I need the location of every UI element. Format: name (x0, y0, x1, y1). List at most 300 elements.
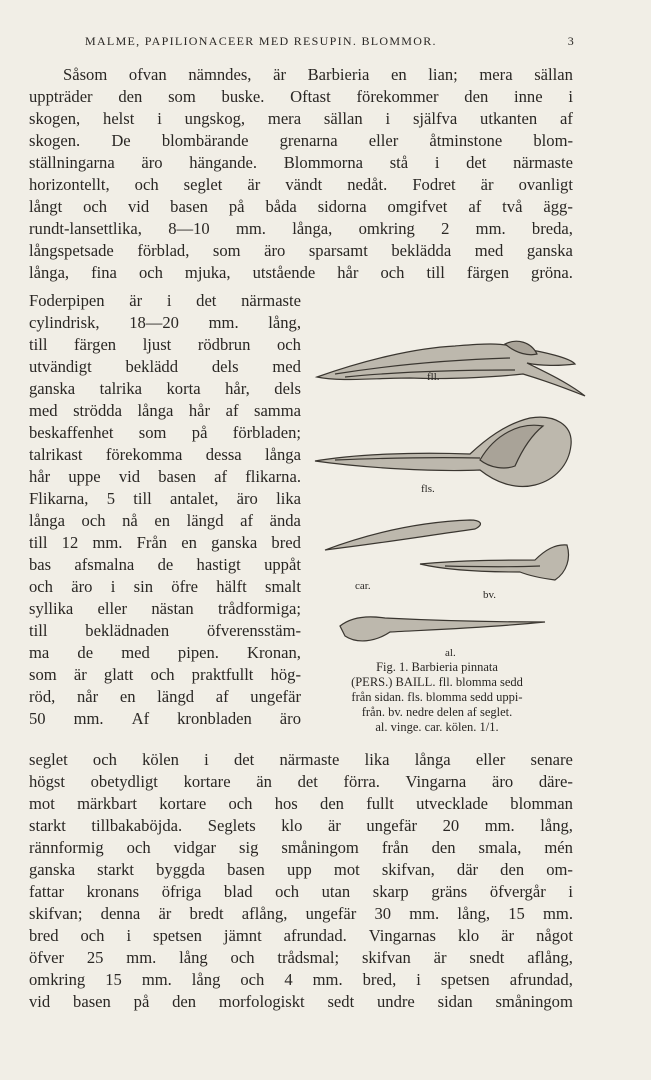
word: mera (479, 65, 513, 84)
word: mén (544, 838, 573, 857)
word: flikarna. (245, 467, 301, 486)
word: seglet (29, 750, 68, 769)
word: långa (29, 511, 65, 530)
word: blombärande (161, 131, 249, 150)
word: eller (368, 131, 399, 150)
word: förekomma (105, 445, 183, 464)
word: fullt (366, 794, 394, 813)
word: byggda (156, 860, 205, 879)
word: dels (211, 357, 239, 376)
word: bas (29, 555, 52, 574)
word: långa (265, 445, 301, 464)
word: 15 (508, 904, 525, 923)
word: den (500, 860, 525, 879)
word: når (76, 687, 99, 706)
word: ända (269, 511, 301, 530)
text-line (29, 837, 573, 859)
word: fina (91, 263, 117, 282)
word: bredt (189, 904, 224, 923)
word: beklädnaden (85, 621, 170, 640)
word: märkbart (77, 794, 137, 813)
word: stå (389, 153, 409, 172)
word: syllika (29, 599, 74, 618)
page-number: 3 (567, 34, 575, 48)
word: som (138, 423, 167, 442)
word: breda, (531, 219, 573, 238)
word: småningom (495, 992, 573, 1011)
word: den (431, 838, 456, 857)
word: ägg- (543, 197, 573, 216)
standard-base (420, 545, 569, 580)
word: Seglets (207, 816, 256, 835)
word: däre- (538, 772, 573, 791)
word: eller (475, 750, 506, 769)
word: röd, (29, 687, 56, 706)
caption-line: från. bv. nedre delen af seglet. (361, 705, 513, 719)
word: åtminstone (429, 131, 503, 150)
word: och (81, 511, 106, 530)
word: skifvan, (381, 860, 435, 879)
word: ungefär (250, 687, 301, 706)
text-line (29, 196, 573, 218)
word: basen (158, 467, 196, 486)
text-line (29, 749, 573, 771)
word: 5 (106, 489, 116, 508)
word: nästan (151, 599, 194, 618)
flower-illustration (305, 330, 595, 660)
word: och (380, 263, 405, 282)
text-line (29, 554, 301, 576)
word: om- (546, 860, 573, 879)
word: af (560, 109, 573, 128)
word: i (204, 750, 209, 769)
word: ofvan (128, 65, 167, 84)
word: tillbakaböjda. (91, 816, 183, 835)
word: sedt (327, 992, 355, 1011)
word: lika (364, 750, 390, 769)
text-line (29, 686, 301, 708)
word: förblad, (137, 241, 190, 260)
word: rundt-lansettlika, (29, 219, 142, 238)
word: och (83, 197, 108, 216)
word: och (80, 926, 105, 945)
word: basen (227, 860, 265, 879)
word: hälft (216, 577, 247, 596)
word: i (434, 153, 440, 172)
word: långa (137, 401, 174, 420)
word: klo (281, 816, 303, 835)
word: och (126, 838, 151, 857)
word: i (568, 882, 573, 901)
text-line (29, 262, 573, 284)
header-title: MALME, PAPILIONACEER MED RESUPIN. BLOMMOR. (85, 34, 437, 48)
word: uppträder (29, 87, 93, 106)
word: den (172, 992, 197, 1011)
word: basen (170, 197, 208, 216)
word: Blommorna (283, 153, 363, 172)
word: horizontellt, (29, 175, 110, 194)
label-car: car. (355, 580, 371, 592)
word: spetsen (153, 926, 202, 945)
word: mm. (484, 816, 515, 835)
word: till (29, 621, 48, 640)
word: mjuka, (184, 263, 231, 282)
word: är (73, 665, 87, 684)
word: trådsmal; (277, 948, 340, 967)
word: båda (265, 197, 297, 216)
word: med (272, 357, 301, 376)
word: Från (136, 533, 168, 552)
word: långa, (29, 263, 70, 282)
word: på (191, 423, 208, 442)
word: Kronan, (247, 643, 301, 662)
word: bred (29, 926, 59, 945)
word: som (212, 241, 241, 260)
word: dels (274, 379, 301, 398)
text-line (29, 444, 301, 466)
word: i (110, 577, 116, 596)
label-fll: fll. (427, 371, 440, 383)
word: uppe (68, 467, 101, 486)
word: nämndes, (188, 65, 252, 84)
text-line (29, 510, 301, 532)
word: förra. (343, 772, 380, 791)
word: helst (103, 109, 135, 128)
word: vidgar (173, 838, 217, 857)
word: samma (253, 401, 301, 420)
word: skogen, (29, 109, 81, 128)
word: talrikast (29, 445, 83, 464)
word: mm. (235, 219, 266, 238)
text-line (29, 881, 573, 903)
word: 4 (284, 970, 293, 989)
text-line (29, 771, 573, 793)
word: färgen (466, 263, 509, 282)
word: ganska (211, 533, 258, 552)
word: utan (321, 882, 351, 901)
word: till (29, 335, 48, 354)
word: ljust (142, 335, 172, 354)
word: pipen. (177, 643, 219, 662)
word: sig (239, 838, 259, 857)
word: vändt (285, 175, 323, 194)
word: i (166, 291, 172, 310)
word: mot (29, 794, 55, 813)
text-line (29, 312, 301, 334)
word: strödda (73, 401, 122, 420)
word: spetsen (440, 970, 490, 989)
text-line (29, 532, 301, 554)
word: nedåt. (347, 175, 388, 194)
word: som (29, 665, 57, 684)
word: af (215, 687, 229, 706)
text-line (29, 466, 301, 488)
word: kölen (142, 750, 179, 769)
word: mm. (409, 904, 440, 923)
word: blom- (533, 131, 573, 150)
word: det (466, 153, 487, 172)
word: med (474, 241, 504, 260)
word: nå (122, 511, 138, 530)
word: Oftast (290, 87, 331, 106)
word: 20 (442, 816, 460, 835)
word: närmaste (513, 153, 573, 172)
word: buske. (221, 87, 265, 106)
word: sin (133, 577, 154, 596)
word: från (381, 838, 409, 857)
word: en (154, 511, 171, 530)
word: antalet, (170, 489, 219, 508)
word: det (297, 772, 318, 791)
word: hår, (225, 379, 250, 398)
word: mm. (141, 970, 172, 989)
word: senare (530, 750, 573, 769)
word: långspetsade (29, 241, 114, 260)
caption-line: (PERS.) BAILL. fll. blomma sedd (351, 675, 523, 689)
word: 30 (374, 904, 392, 923)
label-al: al. (445, 647, 456, 659)
running-header (85, 34, 575, 49)
text-line (29, 152, 573, 174)
word: omkring (358, 219, 415, 238)
flower-side-view (317, 344, 585, 396)
word: skogen. (29, 131, 81, 150)
word: utvecklade (416, 794, 489, 813)
word: är (433, 948, 447, 967)
word: ställningarna (29, 153, 115, 172)
text-line (29, 664, 301, 686)
word: ma (29, 643, 50, 662)
word: uppåt (264, 555, 301, 574)
word: och (275, 882, 300, 901)
word: 25 (86, 948, 104, 967)
text-line (29, 991, 573, 1013)
word: hår (29, 467, 51, 486)
word: obetydligt (90, 772, 158, 791)
word: kronbladen (177, 709, 252, 728)
word: 8—10 (168, 219, 210, 238)
word: långt (29, 197, 63, 216)
word: seglet (183, 175, 223, 194)
word: klo (457, 926, 480, 945)
word: ungskog, (184, 109, 246, 128)
word: än (256, 772, 272, 791)
word: med (29, 401, 58, 420)
word: 2 (441, 219, 450, 238)
text-line (29, 108, 573, 130)
word: äro (264, 241, 286, 260)
word: vid (118, 467, 141, 486)
word: ungefär (366, 816, 418, 835)
word: Barbieria (307, 65, 370, 84)
word: mot (333, 860, 360, 879)
word: smala, (478, 838, 522, 857)
text-line (29, 400, 301, 422)
word: lika (276, 489, 301, 508)
word: mm. (92, 533, 123, 552)
word: och (134, 175, 159, 194)
word: omkring (29, 970, 86, 989)
caption-line: Fig. 1. Barbieria pinnata (376, 660, 498, 674)
word: en (181, 533, 197, 552)
word: starkt (29, 816, 66, 835)
word: de (157, 555, 174, 574)
caption-line: al. vinge. car. kölen. 1/1. (375, 720, 499, 734)
word: af (240, 511, 253, 530)
word: glatt (103, 665, 134, 684)
word: i (416, 970, 421, 989)
word: dessa (205, 445, 242, 464)
text-line (29, 130, 573, 152)
text-line (29, 64, 573, 86)
word: skarp (372, 882, 409, 901)
word: är (327, 816, 341, 835)
figure-caption (287, 660, 587, 735)
text-line (29, 378, 301, 400)
word: ganska (29, 860, 76, 879)
word: De (111, 131, 131, 150)
word: Vingarnas (368, 926, 436, 945)
text-line (29, 859, 573, 881)
word: blomman (510, 794, 573, 813)
text-line (29, 240, 573, 262)
word: den (118, 87, 143, 106)
word: skifvan (361, 948, 411, 967)
label-bv: bv. (483, 589, 497, 601)
word: är (501, 926, 515, 945)
word: bred, (362, 970, 397, 989)
word: upp (286, 860, 312, 879)
word: af (225, 401, 239, 420)
word: på (228, 197, 245, 216)
word: vid (128, 197, 150, 216)
word: den (320, 794, 344, 813)
word: sällan (534, 65, 573, 84)
word: är (480, 175, 494, 194)
word: kortare (159, 794, 207, 813)
word: ganska (29, 379, 76, 398)
word: hår (337, 263, 359, 282)
word: lång (191, 970, 221, 989)
figure-1 (305, 330, 595, 660)
word: starkt (97, 860, 135, 879)
word: jämnt (223, 926, 262, 945)
text-line (29, 903, 573, 925)
word: och (240, 970, 265, 989)
word: det (196, 291, 217, 310)
word: är (273, 65, 286, 84)
word: ungefär (305, 904, 357, 923)
word: mm. (475, 219, 506, 238)
word: af (468, 197, 482, 216)
word: mm. (73, 709, 104, 728)
word: mera (267, 109, 302, 128)
word: till (426, 263, 445, 282)
word: sidan (437, 992, 473, 1011)
word: cylindrisk, (29, 313, 100, 332)
word: bred (271, 533, 301, 552)
text-line (29, 947, 573, 969)
word: mm. (543, 904, 573, 923)
word: kronans (86, 882, 140, 901)
word: med (121, 643, 150, 662)
text-line (29, 815, 573, 837)
word: inne (514, 87, 543, 106)
word: morfologiskt (218, 992, 305, 1011)
word: i (385, 109, 391, 128)
word: och (228, 794, 253, 813)
word: längd (157, 687, 195, 706)
caption-line: från sidan. fls. blomma sedd uppi- (351, 690, 523, 704)
text-line (29, 218, 573, 240)
word: trådformiga; (218, 599, 301, 618)
word: Flikarna, (29, 489, 89, 508)
text-line (29, 174, 573, 196)
word: högst (29, 772, 65, 791)
word: afrundad, (509, 970, 573, 989)
text-line (29, 576, 301, 598)
word: i (157, 109, 162, 128)
word: talrika (99, 379, 142, 398)
word: äro (141, 153, 163, 172)
text-line (29, 356, 301, 378)
word: öfver (29, 948, 65, 967)
word: och (276, 335, 301, 354)
word: hastigt (196, 555, 241, 574)
word: lång, (268, 313, 301, 332)
word: hos (274, 794, 298, 813)
word: snedt (469, 948, 505, 967)
word: förbladen; (232, 423, 301, 442)
word: är (158, 904, 172, 923)
word: afsmalna (74, 555, 135, 574)
word: fattar (29, 882, 65, 901)
word: aflång, (527, 948, 573, 967)
text-line (29, 620, 301, 642)
word: där (456, 860, 479, 879)
word: mm. (126, 948, 157, 967)
word: omgifvet (387, 197, 448, 216)
word: småningom (281, 838, 359, 857)
word: eller (97, 599, 128, 618)
word: hög- (270, 665, 301, 684)
word: och (230, 948, 255, 967)
word: långa (414, 750, 451, 769)
word: mm. (208, 313, 239, 332)
wing-petal (340, 617, 545, 641)
word: äro (279, 709, 301, 728)
word: sällan (323, 109, 363, 128)
word: i (126, 926, 132, 945)
word: två (502, 197, 523, 216)
text-line (29, 708, 301, 730)
word: öfriga (161, 882, 202, 901)
word: något (536, 926, 573, 945)
word: afrundad. (283, 926, 347, 945)
word: och (29, 577, 53, 596)
word: öfvergår (489, 882, 546, 901)
word: Foderpipen (29, 291, 105, 310)
word: Af (131, 709, 150, 728)
word: Fodret (412, 175, 456, 194)
word: öfverensstäm- (207, 621, 301, 640)
word: gräns (431, 882, 468, 901)
word: af (214, 467, 228, 486)
text-line (29, 793, 573, 815)
word: grenarna (279, 131, 338, 150)
word: lång (179, 948, 208, 967)
word: och (92, 750, 117, 769)
